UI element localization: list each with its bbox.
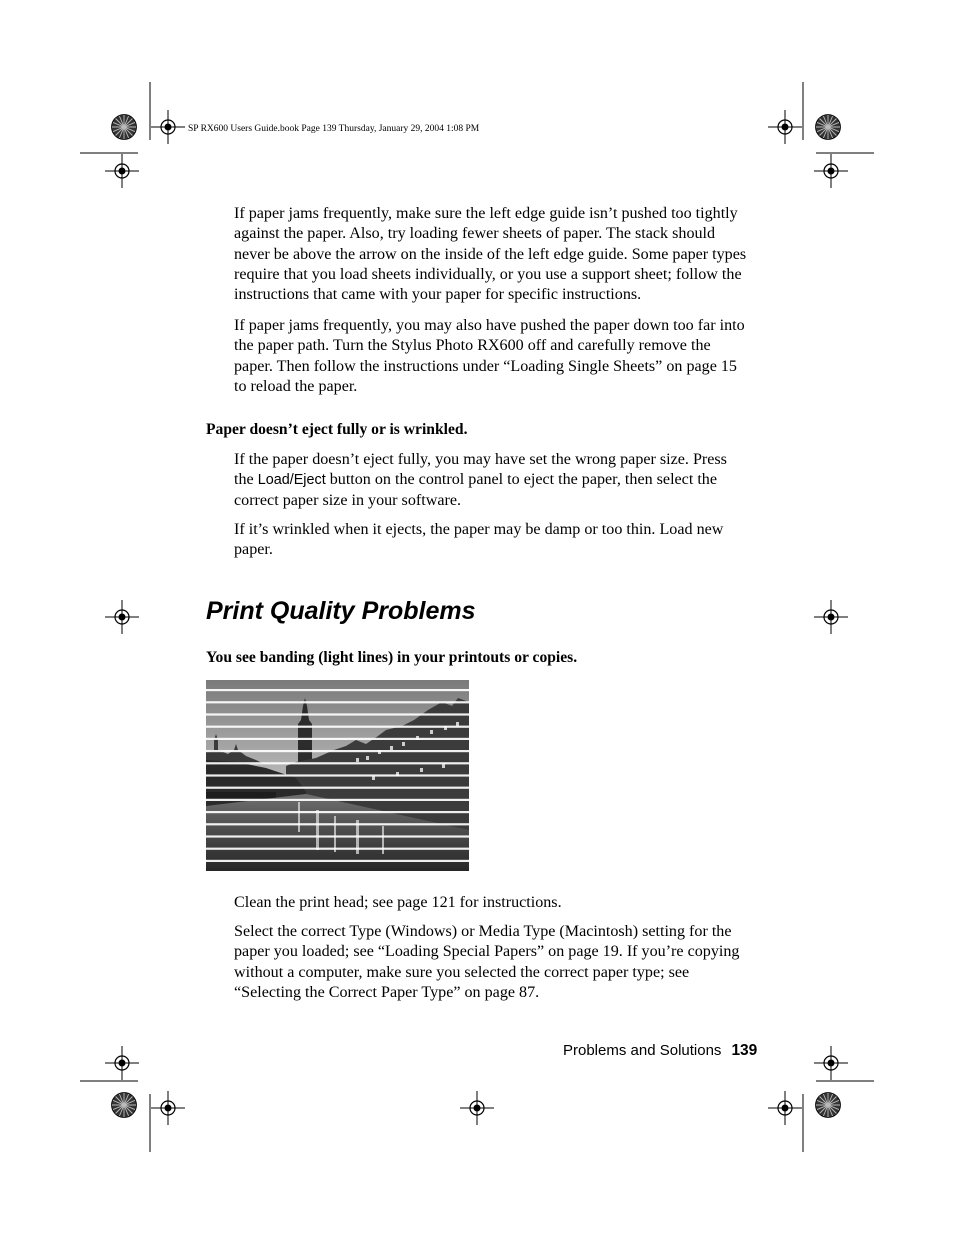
eject-text-after: button on the control panel to eject the paper, then select the correct paper size in your software. [234, 471, 717, 509]
paragraph-clean-print-head: Clean the print head; see page 121 for instructions. [234, 894, 562, 911]
banding-line [206, 860, 469, 862]
banding-line [206, 823, 469, 825]
subhead-banding: You see banding (light lines) in your printouts or copies. [206, 649, 578, 666]
banding-line [206, 750, 469, 752]
paragraph-paper-jams-2: If paper jams frequently, you may also have pushed the paper down too far into the paper path. Turn the Stylus Photo RX600 off and carefully remove the paper. Then follow the instructions under “Loading Single Sheets” on page 15 to reload the paper. [234, 317, 745, 395]
subhead-paper-eject: Paper doesn’t eject fully or is wrinkled. [206, 421, 468, 438]
banding-line [206, 713, 469, 715]
print-slug: SP RX600 Users Guide.book Page 139 Thursday, January 29, 2004 1:08 PM [188, 124, 480, 134]
banding-line [206, 701, 469, 703]
eject-text-before: If the paper doesn’t eject fully, you may have set the wrong paper size. Press the [234, 451, 727, 489]
banding-example-image [206, 680, 469, 871]
banding-line [206, 811, 469, 813]
page-number: 139 [731, 1042, 758, 1059]
paragraph-eject-fully [234, 450, 749, 511]
banding-line [206, 738, 469, 740]
banding-line [206, 799, 469, 801]
page-footer [563, 1042, 757, 1060]
banding-line [206, 835, 469, 837]
banding-line [206, 787, 469, 789]
banding-line [206, 774, 469, 776]
banding-line [206, 848, 469, 850]
paragraph-paper-jams-1: If paper jams frequently, make sure the left edge guide isn’t pushed too tightly against the paper. Also, try loading fewer sheets of paper. The stack should never be above the arrow on the inside of the left edge guide. Some paper types require that you load sheets individually, or you use a support sheet; follow the instructions that came with your paper for specific instructions. [234, 205, 747, 304]
banding-line [206, 689, 469, 691]
section-title: Print Quality Problems [206, 597, 476, 625]
banding-line [206, 726, 469, 728]
banding-line [206, 762, 469, 764]
load-eject-button-name: Load/Eject [257, 472, 326, 489]
paragraph-wrinkled: If it’s wrinkled when it ejects, the paper may be damp or too thin. Load new paper. [234, 521, 724, 559]
paragraph-select-type: Select the correct Type (Windows) or Media Type (Macintosh) setting for the paper you loaded; see “Loading Special Papers” on page 19. If you’re copying without a computer, make sure you selected the correct paper type; see “Selecting the Correct Paper Type” on page 87. [234, 923, 740, 1001]
footer-section-name: Problems and Solutions [563, 1042, 722, 1059]
